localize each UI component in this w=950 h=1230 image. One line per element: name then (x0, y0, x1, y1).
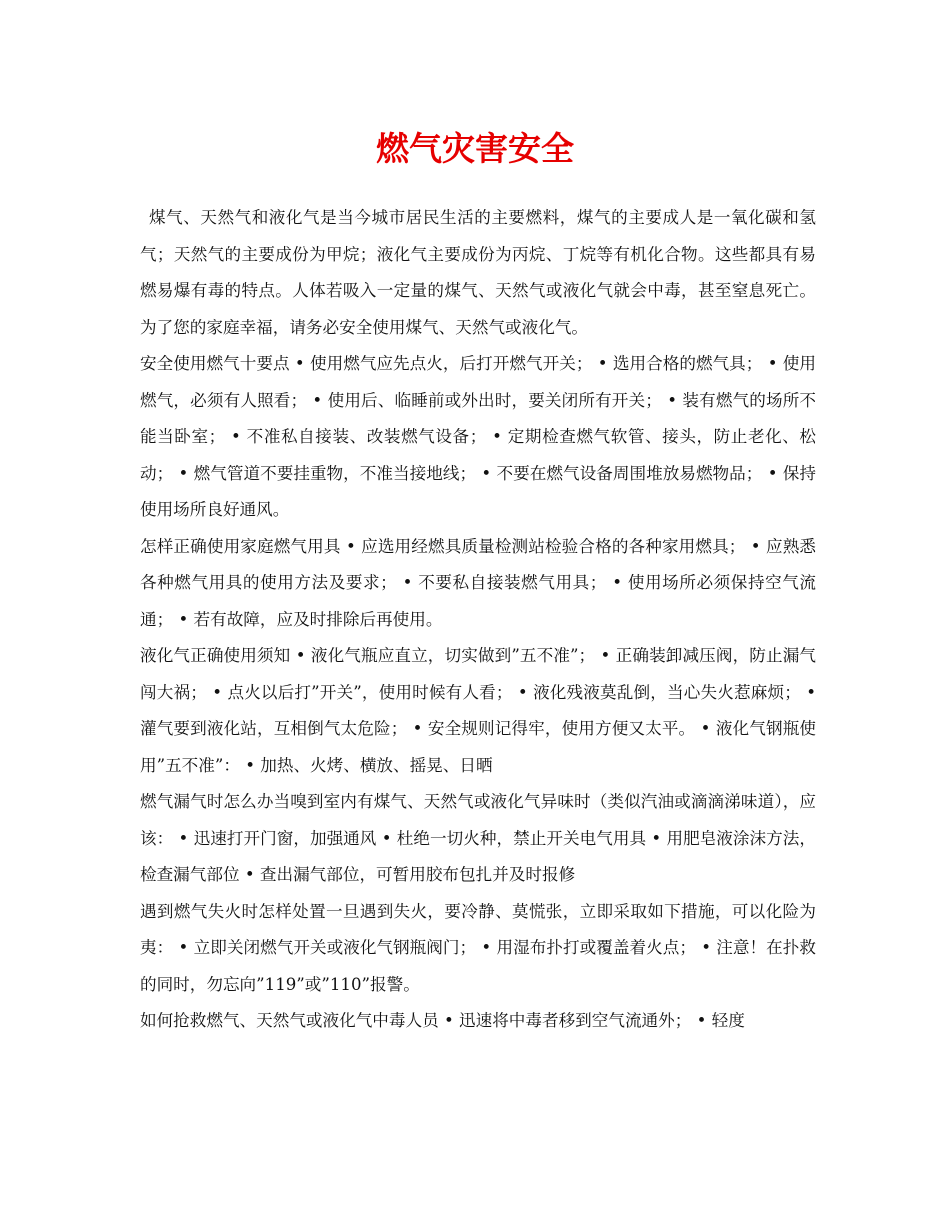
paragraph-intro: 煤气、天然气和液化气是当今城市居民生活的主要燃料，煤气的主要成人是一氧化碳和氢气；天然气的主要成份为甲烷；液化气主要成份为丙烷、丁烷等有机化合物。这些都具有易燃易爆有毒的特点。人体若吸入一定量的煤气、天然气或液化气就会中毒，甚至窒息死亡。为了您的家庭幸福，请务必安全使用煤气、天然气或液化气。 (140, 208, 816, 337)
paragraph-household-appliances: 怎样正确使用家庭燃气用具 • 应选用经燃具质量检测站检验合格的各种家用燃具； • 应熟悉各种燃气用具的使用方法及要求； • 不要私自接装燃气用具； • 使用场所必须保持空气流通； • 若有故障，应及时排除后再使用。 (140, 536, 816, 629)
paragraph-ten-safety-points: 安全使用燃气十要点 • 使用燃气应先点火，后打开燃气开关； • 选用合格的燃气具； • 使用燃气，必须有人照看； • 使用后、临睡前或外出时，要关闭所有开关； • 装有燃气的场所不能当卧室； • 不准私自接装、改装燃气设备； • 定期检查燃气软管、接头，防止老化、松动； • 燃气管道不要挂重物，不准当接地线； • 不要在燃气设备周围堆放易燃物品； • 保持使用场所良好通风。 (140, 354, 816, 519)
paragraph-gas-leak: 燃气漏气时怎么办当嗅到室内有煤气、天然气或液化气异味时（类似汽油或滴滴涕味道），应该： • 迅速打开门窗，加强通风 • 杜绝一切火种，禁止开关电气用具 • 用肥皂液涂沫方法，检查漏气部位 • 查出漏气部位，可暂用胶布包扎并及时报修 (140, 792, 816, 884)
paragraph-lpg-usage: 液化气正确使用须知 • 液化气瓶应直立，切实做到”五不准”； • 正确装卸减压阀，防止漏气闯大祸； • 点火以后打”开关”，使用时候有人看； • 液化残液莫乱倒，当心失火惹麻烦； • 灌气要到液化站，互相倒气太危险； • 安全规则记得牢，使用方便又太平。 • 液化气钢瓶使用”五不准”： • 加热、火烤、横放、摇晃、日晒 (140, 646, 816, 775)
document-title: 燃气灾害安全 (376, 129, 574, 168)
paragraph-gas-fire: 遇到燃气失火时怎样处置一旦遇到失火，要冷静、莫慌张，立即采取如下措施，可以化险为夷： • 立即关闭燃气开关或液化气钢瓶阀门； • 用湿布扑打或覆盖着火点； • 注意！在扑救的同时，勿忘向”119”或”110”报警。 (140, 901, 816, 994)
paragraph-poisoning-rescue: 如何抢救燃气、天然气或液化气中毒人员 • 迅速将中毒者移到空气流通外； • 轻度 (140, 1011, 745, 1030)
document-body (140, 200, 816, 1040)
